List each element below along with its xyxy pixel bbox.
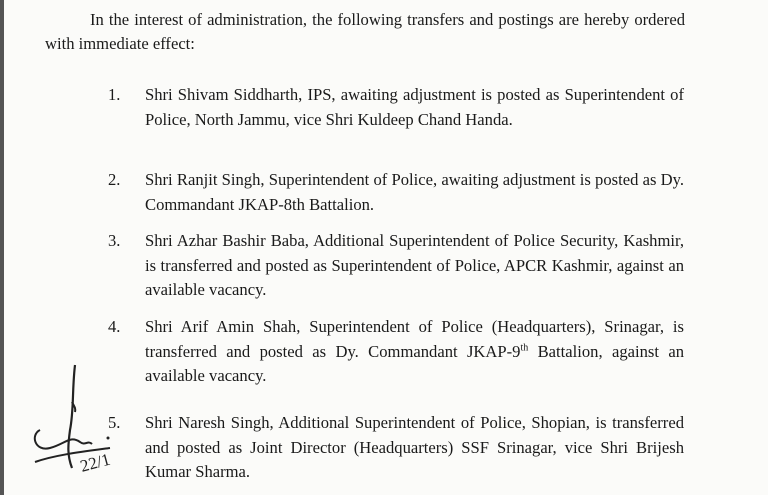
item-number: 4. (108, 317, 121, 336)
order-item-1 (108, 83, 684, 132)
item-text: Shri Naresh Singh, Additional Superintendent of Police, Shopian, is transferred and posted as Joint Director (Headquarters) SSF Srinagar, vice Shri Brijesh Kumar Sharma. (145, 413, 684, 481)
intro-paragraph: In the interest of administration, the following transfers and postings are hereby ordered with immediate effect: (45, 10, 685, 53)
item-text: Shri Azhar Bashir Baba, Additional Superintendent of Police Security, Kashmir, is transferred and posted as Superintendent of Police, APCR Kashmir, against an available vacancy. (145, 231, 684, 299)
item-text: Shri Ranjit Singh, Superintendent of Police, awaiting adjustment is posted as Dy. Commandant JKAP-8th Battalion. (145, 170, 684, 214)
item-number: 1. (108, 85, 121, 104)
item-number: 5. (108, 413, 121, 432)
item-text: Shri Shivam Siddharth, IPS, awaiting adjustment is posted as Superintendent of Police, North Jammu, vice Shri Kuldeep Chand Handa. (145, 85, 684, 129)
order-item-2 (108, 168, 684, 217)
signature-date: 22/1 (78, 449, 113, 476)
handwritten-signature (20, 360, 130, 480)
order-item-5 (108, 411, 684, 485)
item-number: 2. (108, 170, 121, 189)
item-number: 3. (108, 231, 121, 250)
item-text-b: Battalion, against an available vacancy. (145, 341, 685, 385)
order-item-4 (108, 315, 684, 389)
item-text-a: Shri Arif Amin Shah, Superintendent of Police (Headquarters), Srinagar, is transferred and posted as Dy. Commandant JKAP-9 (145, 317, 684, 361)
item-text (145, 315, 684, 389)
order-item-3 (108, 229, 684, 303)
ordinal-suffix: th (520, 341, 529, 353)
scan-edge (0, 0, 4, 495)
